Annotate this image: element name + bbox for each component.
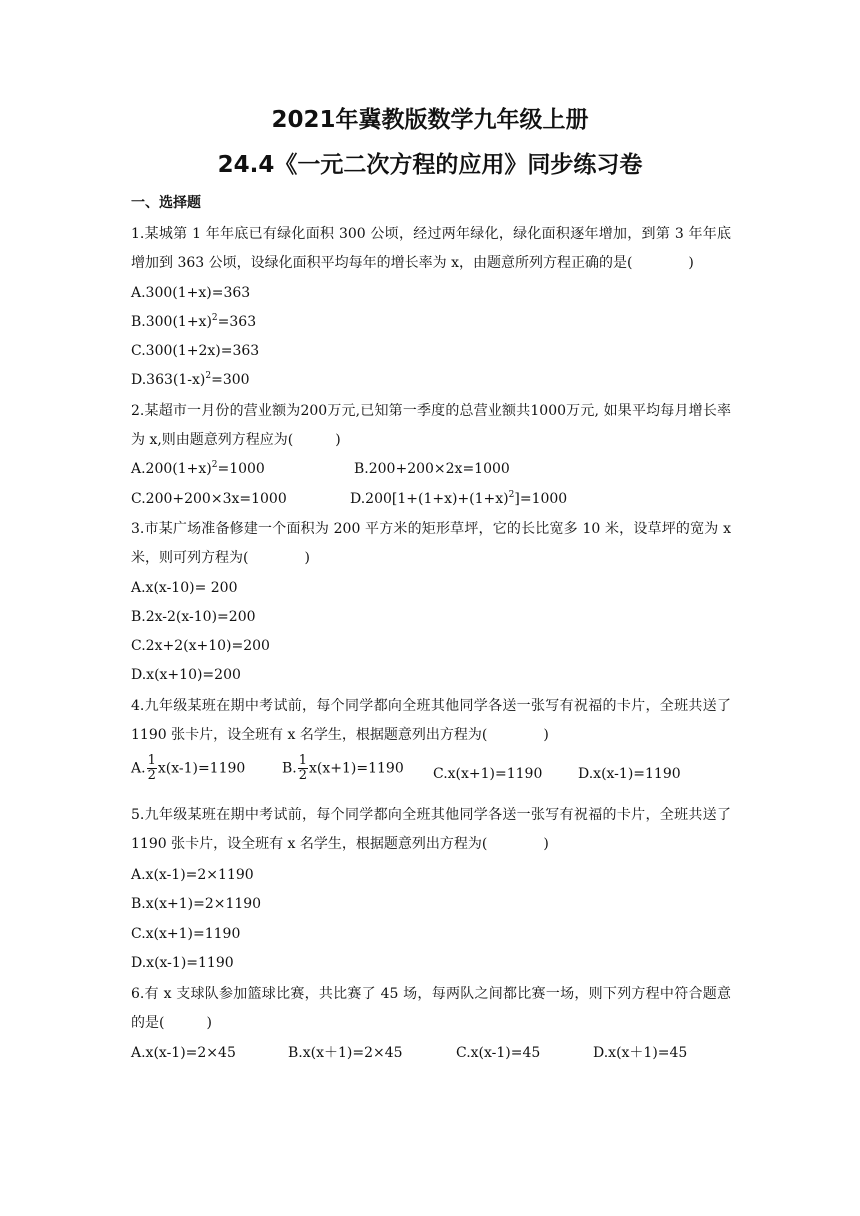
question-5-option-c: C.x(x+1)=1190 <box>131 926 241 942</box>
question-4-option-d: D.x(x-1)=1190 <box>578 766 681 782</box>
question-2-option-d: $D.200[1+(1+x)+(1+x)^2]=1000$ <box>350 490 568 507</box>
document-subtitle: 24.4《一元二次方程的应用》同步练习卷 <box>217 152 643 178</box>
question-3-stem: 3.市某广场准备修建一个面积为 200 平方米的矩形草坪，它的长比宽多 10 米，设草坪的宽为 x 米，则可列方程为( ) <box>131 521 731 566</box>
fraction-one-half: $\frac{1}{2}$ <box>298 753 308 783</box>
question-4-option-b: B. $\frac{1}{2}$ x(x+1)=1190 <box>282 753 404 783</box>
question-4-stem: 4.九年级某班在期中考试前，每个同学都向全班其他同学各送一张写有祝福的卡片，全班共送了 1190 张卡片，设全班有 x 名学生，根据题意列出方程为( ) <box>131 698 731 743</box>
question-2-option-c: C.200+200×3x=1000 <box>131 491 287 507</box>
question-1-option-c: C.300(1+2x)=363 <box>131 343 260 359</box>
question-5-option-d: D.x(x-1)=1190 <box>131 955 234 971</box>
question-5-option-b: B.x(x+1)=2×1190 <box>131 896 262 912</box>
question-2-option-a: $A.200(1+x)^2=1000$ <box>131 460 265 477</box>
question-1-option-a: A.300(1+x)=363 <box>131 285 251 301</box>
question-3-option-c: C.2x+2(x+10)=200 <box>131 638 270 654</box>
question-6-option-b: B.x(x＋1)=2×45 <box>288 1045 403 1061</box>
question-1-option-b: $B.300(1+x)^2=363$ <box>131 313 257 330</box>
document-title: 2021年冀教版数学九年级上册 <box>271 107 589 133</box>
question-3-option-a: A.x(x-10)= 200 <box>131 580 238 596</box>
question-2-stem: 2.某超市一月份的营业额为200万元,已知第一季度的总营业额共1000万元, 如果平均每月增长率为 x,则由题意列方程应为( ) <box>131 403 731 448</box>
question-5-stem: 5.九年级某班在期中考试前，每个同学都向全班其他同学各送一张写有祝福的卡片，全班共送了 1190 张卡片，设全班有 x 名学生，根据题意列出方程为( ) <box>131 807 731 852</box>
question-2-option-b: B.200+200×2x=1000 <box>354 461 510 477</box>
question-1-option-d: $D.363(1-x)^2=300$ <box>131 371 250 388</box>
fraction-one-half: $\frac{1}{2}$ <box>147 753 156 783</box>
question-5-option-a: A.x(x-1)=2×1190 <box>131 867 254 883</box>
question-6-stem: 6.有 x 支球队参加篮球比赛，共比赛了 45 场，每两队之间都比赛一场，则下列方程中符合题意的是( ) <box>131 986 731 1031</box>
question-3-option-d: D.x(x+10)=200 <box>131 667 241 683</box>
question-1-stem: 1.某城第 1 年年底已有绿化面积 300 公顷，经过两年绿化，绿化面积逐年增加，到第 3 年年底增加到 363 公顷，设绿化面积平均每年的增长率为 x，由题意所列方程正确的是( ) <box>131 226 731 271</box>
question-6-option-a: A.x(x-1)=2×45 <box>131 1045 236 1061</box>
question-3-option-b: B.2x-2(x-10)=200 <box>131 609 256 625</box>
section-heading: 一、选择题 <box>131 195 201 211</box>
question-6-option-c: C.x(x-1)=45 <box>456 1045 541 1061</box>
question-6-option-d: D.x(x＋1)=45 <box>593 1045 688 1061</box>
question-4-option-a: A. $\frac{1}{2}$ x(x-1)=1190 <box>131 753 246 783</box>
question-4-option-c: C.x(x+1)=1190 <box>433 766 543 782</box>
